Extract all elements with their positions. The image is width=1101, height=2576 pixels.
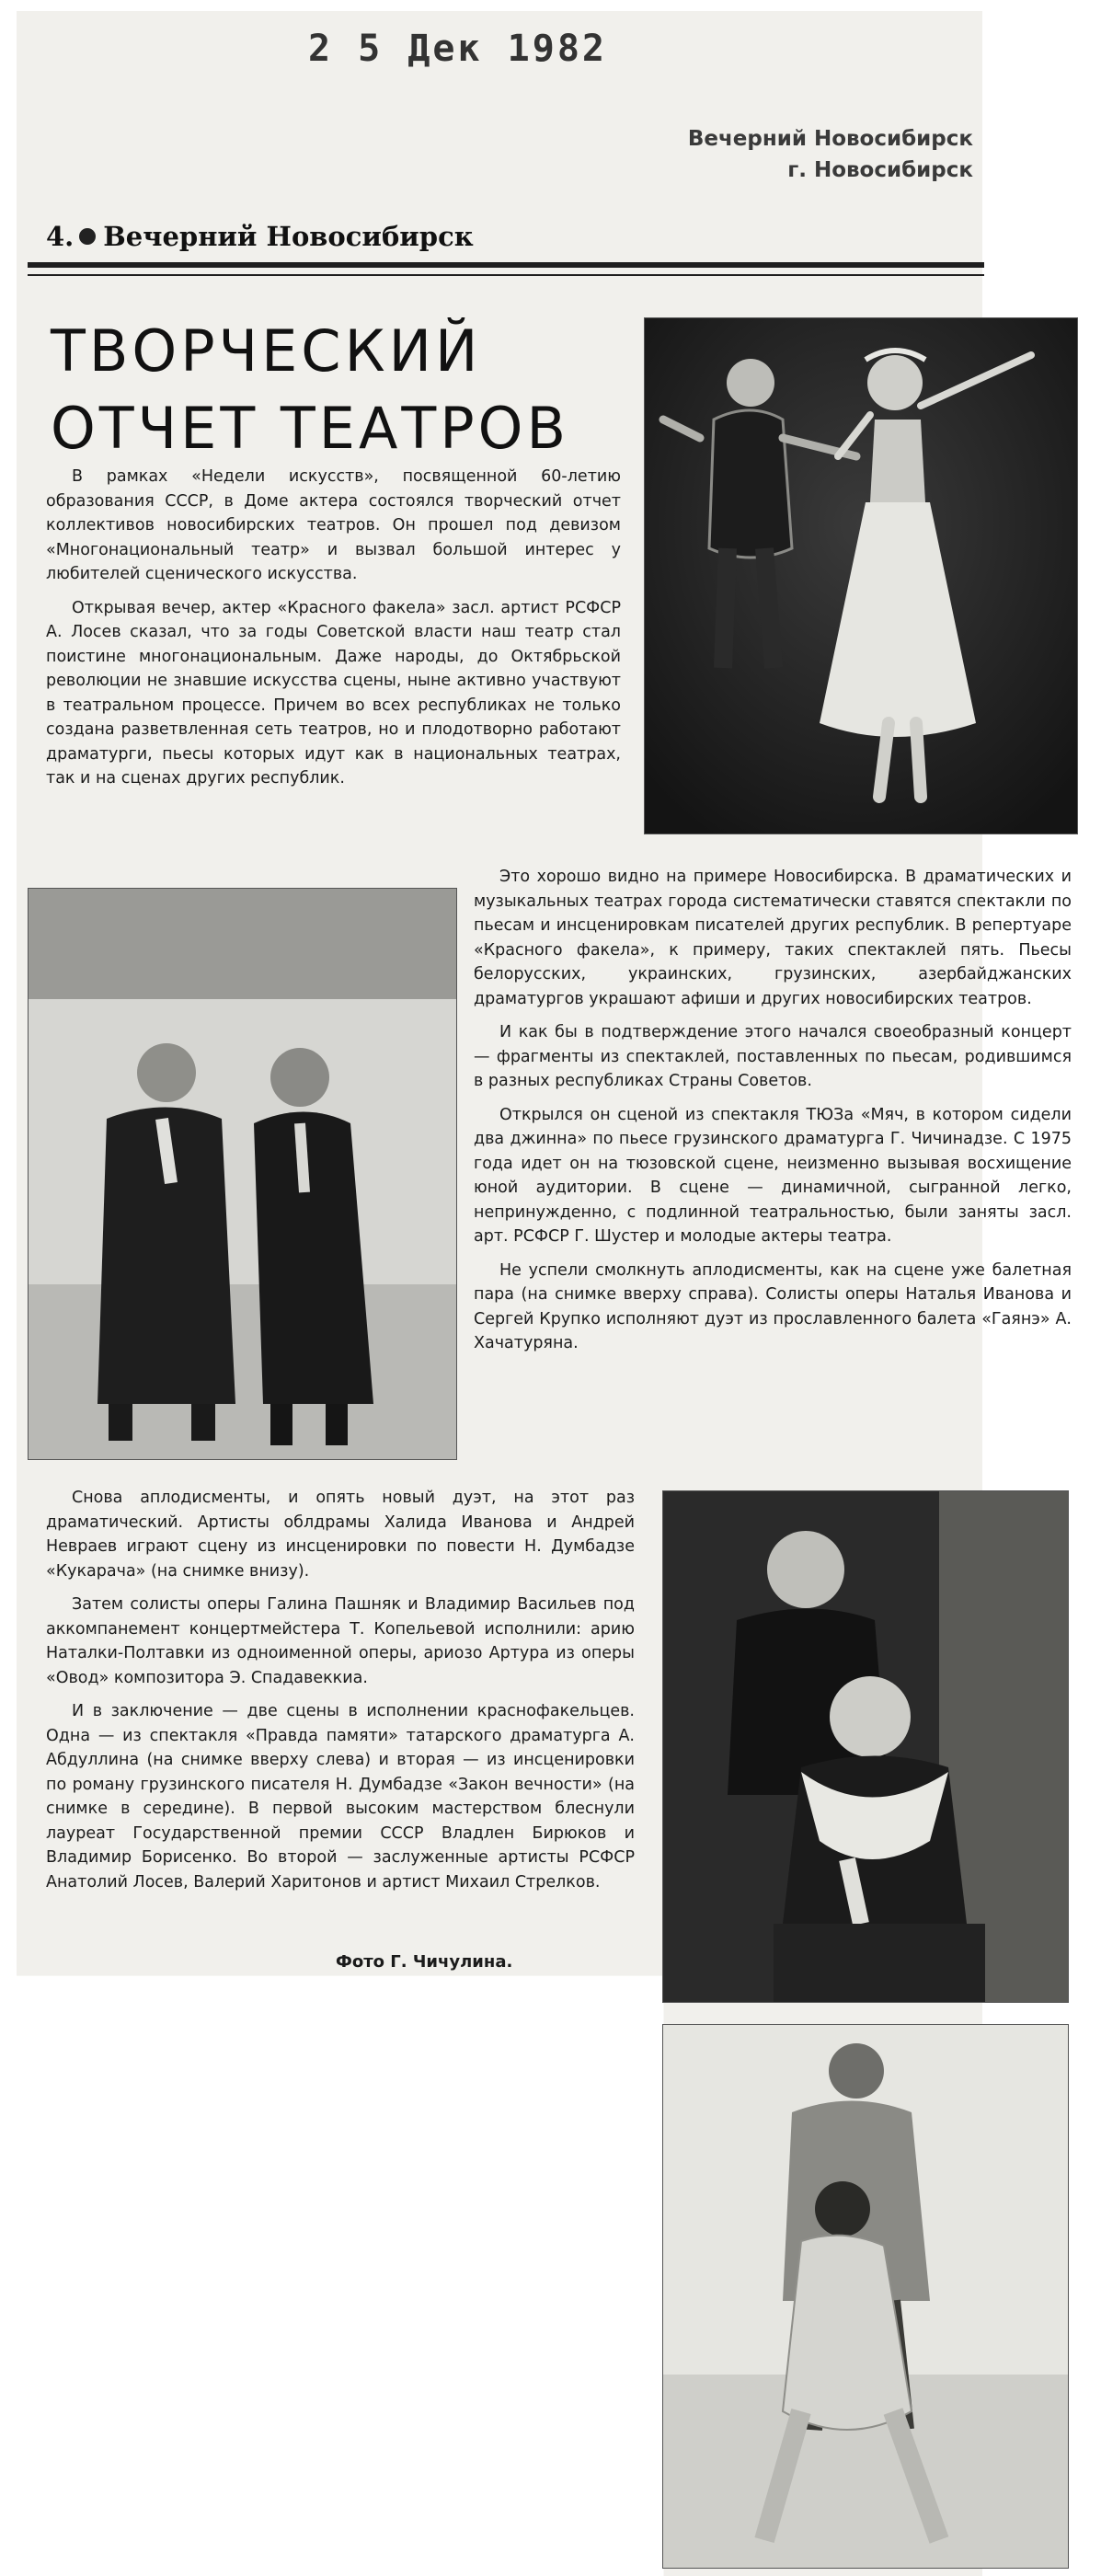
paragraph: Открывая вечер, актер «Красного факела» засл. артист РСФСР А. Лосев сказал, что за годы Советской власти наш театр стал поистине многонациональным. Даже народы, до Октябрьской революции не знавшие искусства сцены, ныне активно участвуют в театральном процессе. Причем во всех республиках не только создана разветвленная сеть театров, но и плодотворно работают драматурги, пьесы которых идут как в национальных театрах, так и на сценах других республик. bbox=[46, 598, 621, 788]
bullet-icon bbox=[79, 228, 96, 245]
headline-line-1: ТВОРЧЕСКИЙ bbox=[51, 317, 482, 385]
paragraph: Снова аплодисменты, и опять новый дуэт, на этот раз драматический. Артисты облдрамы Халида Иванова и Андрей Невраев играют сцену из инсценировки по повести Н. Думбадзе «Кукарача» (на снимке внизу). bbox=[46, 1489, 635, 1581]
newspaper-stamp bbox=[670, 123, 973, 186]
header-rule-thick bbox=[28, 262, 984, 268]
ballet-duet-photo bbox=[644, 317, 1078, 834]
dramatic-duet-image bbox=[663, 2025, 1068, 2568]
date-stamp: 2 5 Дек 1982 bbox=[308, 28, 607, 70]
photo-credit: Фото Г. Чичулина. bbox=[336, 1952, 513, 1972]
newspaper-title: Вечерний Новосибирск bbox=[103, 221, 474, 252]
ballet-duet-image bbox=[645, 318, 1077, 834]
paragraph: И как бы в подтверждение этого начался своеобразный концерт — фрагменты из спектаклей, поставленных по пьесам, родившимся в разных республиках Страны Советов. bbox=[474, 1023, 1072, 1090]
actors-seated-image bbox=[663, 1491, 1068, 2002]
stamp-paper-name: Вечерний Новосибирск bbox=[687, 127, 973, 151]
paragraph: Открылся он сценой из спектакля ТЮЗа «Мяч, в котором сидели два джинна» по пьесе грузинского драматурга Г. Чичинадзе. С 1975 года идет он на тюзовской сцене, неизменно вызывая восхищение юной аудитории. В сцене — динамичной, сыгранной легко, непринужденно, с подлинной театральностью, были заняты засл. арт. РСФСР Г. Шустер и молодые актеры театра. bbox=[474, 1105, 1072, 1246]
kukaracha-scene-photo bbox=[662, 2024, 1069, 2569]
paragraph: Это хорошо видно на примере Новосибирска. В драматических и музыкальных театрах города систематически ставятся спектакли по пьесам и инсценировкам писателей других республик. В репертуаре «Красного факела», к примеру, таких спектаклей пять. Пьесы белорусских, украинских, грузинских, азербайджанских драматургов украшают афиши и других новосибирских театров. bbox=[474, 868, 1072, 1008]
zakon-vechnosti-scene-photo bbox=[662, 1490, 1069, 2003]
article-headline bbox=[51, 313, 639, 467]
paragraph: В рамках «Недели искусств», посвященной 60-летию образования СССР, в Доме актера состоялся творческий отчет коллективов новосибирских театров. Он прошел под девизом «Многонациональный театр» и вызвал большой интерес у любителей сценического искусства. bbox=[46, 467, 621, 583]
paragraph: Затем солисты оперы Галина Пашняк и Владимир Васильев под аккомпанемент концертмейстера Т. Копельевой исполнили: арию Наталки-Полтавки из одноименной оперы, ариозо Артура из оперы «Овод» композитора Э. Спадавеккиа. bbox=[46, 1595, 635, 1687]
paragraph: И в заключение — две сцены в исполнении краснофакельцев. Одна — из спектакля «Правда памяти» татарского драматурга А. Абдуллина (на снимке вверху слева) и вторая — из инсценировки по роману грузинского писателя Н. Думбадзе «Закон вечности» (на снимке в середине). В первой высоким мастерством блеснули лауреат Государственной премии СССР Владлен Бирюков и Владимир Борисенко. Во второй — заслуженные артисты РСФСР Анатолий Лосев, Валерий Харитонов и артист Михаил Стрелков. bbox=[46, 1702, 635, 1892]
page-header bbox=[46, 221, 474, 252]
pravda-pamyati-scene-photo bbox=[28, 888, 457, 1460]
two-actors-image bbox=[29, 889, 456, 1459]
header-rule-thin bbox=[28, 274, 984, 276]
stamp-city: г. Новосибирск bbox=[787, 158, 973, 182]
article-column-left-bottom bbox=[46, 1486, 635, 1903]
page-number: 4. bbox=[46, 221, 75, 252]
headline-line-2: ОТЧЕТ ТЕАТРОВ bbox=[51, 395, 569, 462]
paragraph: Не успели смолкнуть аплодисменты, как на сцене уже балетная пара (на снимке вверху справа). Солисты оперы Наталья Иванова и Сергей Крупко исполняют дуэт из прославленного балета «Гаянэ» А. Хачатуряна. bbox=[474, 1260, 1072, 1352]
article-column-right bbox=[474, 865, 1072, 1365]
article-column-left-top bbox=[46, 465, 621, 800]
